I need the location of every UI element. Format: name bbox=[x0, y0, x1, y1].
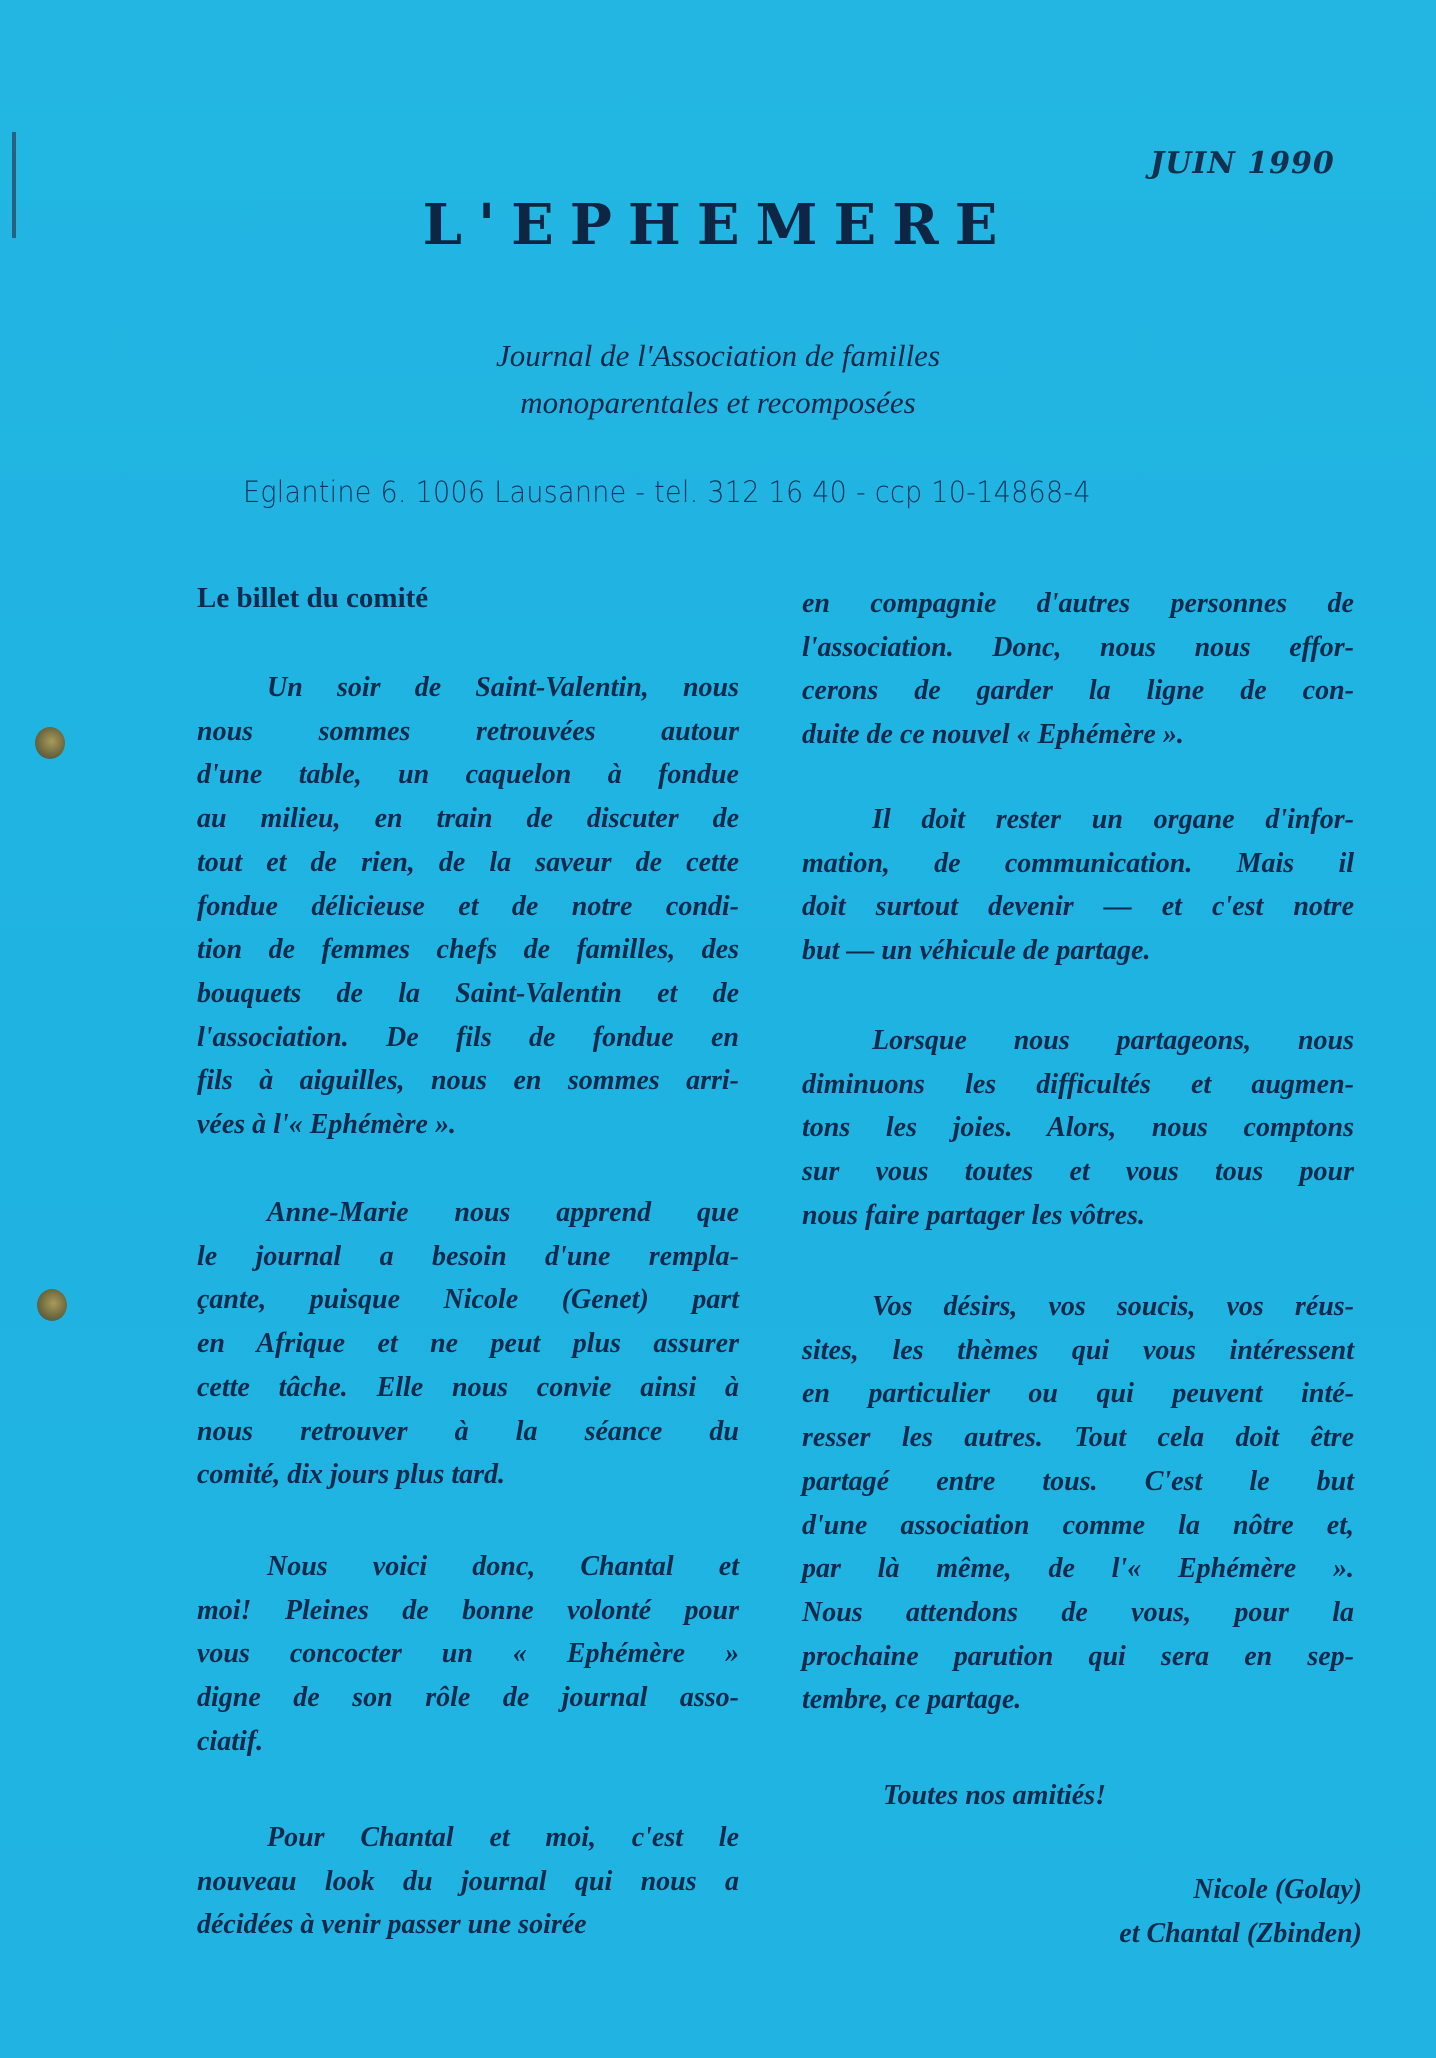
text-line: fondue délicieuse et de notre condi- bbox=[197, 890, 739, 922]
paragraph bbox=[197, 1816, 739, 1947]
text-line: nous retrouver à la séance du bbox=[197, 1415, 739, 1447]
text-line: tout et de rien, de la saveur de cette bbox=[197, 846, 739, 878]
text-line: au milieu, en train de discuter de bbox=[197, 803, 739, 835]
text-line: moi! Pleines de bonne volonté pour bbox=[197, 1594, 739, 1626]
text-line: l'association. De fils de fondue en bbox=[197, 1021, 739, 1053]
closing-greeting: Toutes nos amitiés! bbox=[883, 1780, 1107, 1811]
text-line: tons les joies. Alors, nous comptons bbox=[802, 1112, 1354, 1144]
text-line: Vos désirs, vos soucis, vos réus- bbox=[872, 1291, 1354, 1322]
punch-hole bbox=[37, 1289, 67, 1321]
subtitle-line-2: monoparentales et recomposées bbox=[520, 385, 916, 420]
paragraph bbox=[802, 1019, 1354, 1238]
text-line: tembre, ce partage. bbox=[802, 1684, 1022, 1716]
text-line: d'une association comme la nôtre et, bbox=[802, 1509, 1354, 1541]
text-line: Lorsque nous partageons, nous bbox=[872, 1025, 1354, 1056]
paragraph bbox=[197, 666, 739, 1147]
text-line: Nous attendons de vous, pour la bbox=[802, 1596, 1354, 1628]
text-line: çante, puisque Nicole (Genet) part bbox=[197, 1284, 739, 1316]
text-line: Il doit rester un organe d'infor- bbox=[872, 804, 1354, 835]
text-line: vous concocter un « Ephémère » bbox=[197, 1638, 739, 1670]
text-line: digne de son rôle de journal asso- bbox=[197, 1682, 739, 1714]
text-line: l'association. Donc, nous nous effor- bbox=[802, 631, 1354, 663]
text-line: Anne-Marie nous apprend que bbox=[267, 1197, 739, 1228]
text-line: cette tâche. Elle nous convie ainsi à bbox=[197, 1371, 739, 1403]
text-line: vées à l'« Ephémère ». bbox=[197, 1109, 456, 1141]
text-line: fils à aiguilles, nous en sommes arri- bbox=[197, 1065, 739, 1097]
text-line: partagé entre tous. C'est le but bbox=[802, 1465, 1354, 1497]
text-line: nouveau look du journal qui nous a bbox=[197, 1865, 739, 1897]
paragraph bbox=[802, 1285, 1354, 1722]
article-heading: Le billet du comité bbox=[197, 582, 429, 614]
signature-line-2: et Chantal (Zbinden) bbox=[1119, 1917, 1362, 1949]
text-line: doit surtout devenir — et c'est notre bbox=[802, 891, 1354, 923]
text-line: duite de ce nouvel « Ephémère ». bbox=[802, 719, 1184, 751]
text-line: ciatif. bbox=[197, 1725, 264, 1757]
punch-hole bbox=[35, 727, 65, 759]
text-line: le journal a besoin d'une rempla- bbox=[197, 1240, 739, 1272]
paragraph bbox=[802, 798, 1354, 973]
address-line: Eglantine 6. 1006 Lausanne - tel. 312 16 40 - ccp 10-14868-4 bbox=[243, 475, 1091, 509]
paragraph bbox=[197, 1191, 739, 1497]
text-line: but — un véhicule de partage. bbox=[802, 935, 1151, 967]
text-line: cerons de garder la ligne de con- bbox=[802, 675, 1354, 707]
paragraph bbox=[197, 1545, 739, 1764]
text-line: comité, dix jours plus tard. bbox=[197, 1459, 506, 1491]
text-line: par là même, de l'« Ephémère ». bbox=[802, 1553, 1354, 1585]
text-line: sur vous toutes et vous tous pour bbox=[802, 1156, 1354, 1188]
text-line: resser les autres. Tout cela doit être bbox=[802, 1422, 1354, 1454]
text-line: diminuons les difficultés et augmen- bbox=[802, 1068, 1354, 1100]
text-line: Pour Chantal et moi, c'est le bbox=[267, 1822, 739, 1853]
subtitle-line-1: Journal de l'Association de familles bbox=[495, 338, 941, 373]
text-line: nous sommes retrouvées autour bbox=[197, 715, 739, 747]
text-line: décidées à venir passer une soirée bbox=[197, 1909, 587, 1941]
text-line: en compagnie d'autres personnes de bbox=[802, 588, 1354, 619]
text-line: Nous voici donc, Chantal et bbox=[267, 1551, 739, 1582]
signature-line-1: Nicole (Golay) bbox=[1193, 1874, 1362, 1905]
text-line: prochaine parution qui sera en sep- bbox=[802, 1640, 1354, 1672]
text-line: en Afrique et ne peut plus assurer bbox=[197, 1328, 739, 1360]
text-line: nous faire partager les vôtres. bbox=[802, 1199, 1145, 1231]
paragraph bbox=[802, 582, 1354, 757]
issue-date: JUIN 1990 bbox=[1150, 146, 1335, 181]
text-line: tion de femmes chefs de familles, des bbox=[197, 934, 739, 966]
text-line: Un soir de Saint-Valentin, nous bbox=[267, 672, 739, 703]
journal-title: L'EPHEMERE bbox=[422, 192, 1014, 258]
text-line: d'une table, un caquelon à fondue bbox=[197, 759, 739, 791]
text-line: sites, les thèmes qui vous intéressent bbox=[802, 1334, 1354, 1366]
text-line: bouquets de la Saint-Valentin et de bbox=[197, 977, 739, 1009]
text-line: en particulier ou qui peuvent inté- bbox=[802, 1378, 1354, 1410]
signature bbox=[1119, 1868, 1362, 1955]
text-line: mation, de communication. Mais il bbox=[802, 847, 1354, 879]
